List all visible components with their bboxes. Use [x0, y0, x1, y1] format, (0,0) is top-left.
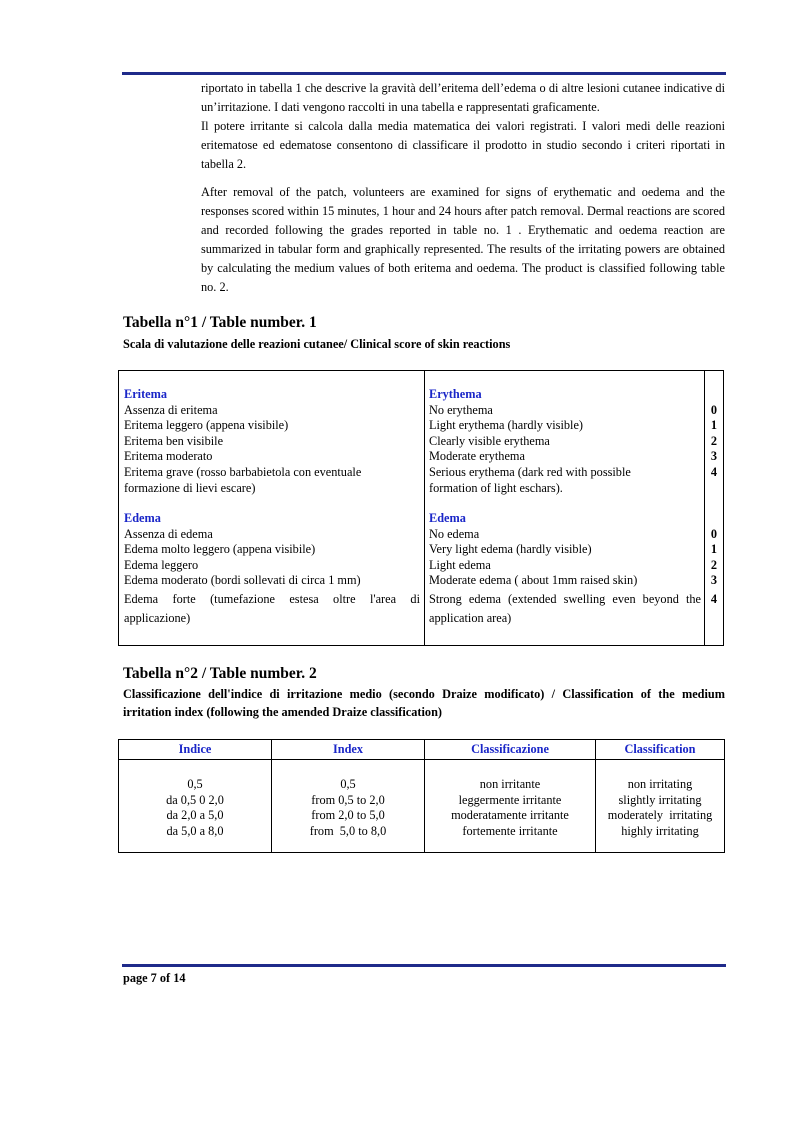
score-cell: 1 [710, 542, 718, 556]
table-cell: from 0,5 to 2,0 [311, 792, 385, 807]
indice-column [119, 777, 271, 839]
eritema-header: Eritema [124, 387, 168, 401]
column-header-classification: Classification [624, 742, 696, 756]
score-cell: 3 [710, 449, 718, 463]
table-cell: da 2,0 a 5,0 [166, 808, 224, 822]
irritation-index-table [118, 739, 725, 853]
footer-rule [122, 964, 726, 967]
column-header-index: Index [332, 742, 364, 756]
table-cell: slightly irritating [618, 792, 702, 807]
italian-text-block [201, 79, 725, 174]
score-cell: 3 [710, 573, 718, 587]
table-cell: highly irritating [621, 823, 699, 838]
it-paragraph-2: Il potere irritante si calcola dalla media matematica dei valori registrati. I valori medi delle reazioni eritematose ed edematose consentono di classificare il prodotto in studio secondo i criteri riportati in tabella 2. [201, 119, 725, 171]
table-cell: leggermente irritante [458, 792, 562, 807]
table-cell-en: No edema [429, 527, 480, 541]
table-cell-it: Edema molto leggero (appena visibile) [124, 542, 316, 556]
score-cell: 0 [710, 403, 718, 417]
edema-header-en: Edema [429, 511, 466, 525]
table-cell-it: Eritema leggero (appena visibile) [124, 418, 289, 432]
classificazione-column [425, 777, 595, 839]
table-cell-it: Edema moderato (bordi sollevati di circa 1 mm) [124, 573, 361, 587]
table-cell: moderately irritating [607, 808, 713, 822]
score-cell: 4 [710, 465, 718, 479]
edema-header-it: Edema [124, 511, 161, 525]
table-cell-en: Strong edema (extended swelling even beyond the application area) [429, 592, 701, 625]
table-cell-en: Moderate edema ( about 1mm raised skin) [429, 573, 638, 587]
table2-header-divider [119, 759, 724, 760]
table2-title: Tabella n°2 / Table number. 2 [123, 665, 317, 682]
table-cell-en: Clearly visible erythema [429, 434, 550, 448]
table-cell: da 5,0 a 8,0 [166, 823, 224, 838]
table1-title: Tabella n°1 / Table number. 1 [123, 314, 317, 331]
table1-column-divider [704, 371, 705, 645]
table-cell-en: Very light edema (hardly visible) [429, 542, 592, 556]
table-cell: fortemente irritante [462, 823, 558, 838]
table-cell: 0,5 [340, 777, 356, 791]
table-cell: from 2,0 to 5,0 [311, 808, 385, 822]
skin-reaction-score-table [118, 370, 724, 646]
column-header-indice: Indice [178, 742, 212, 756]
table-cell-it: Edema leggero [124, 558, 199, 572]
table2-subtitle: Classificazione dell'indice di irritazione medio (secondo Draize modificato) / Classification of the medium irritation index (following the amended Draize classification) [123, 687, 725, 719]
table-cell: from 5,0 to 8,0 [309, 823, 387, 838]
table-cell: 0,5 [187, 777, 203, 791]
score-cell: 2 [710, 434, 718, 448]
table-cell-it: Edema forte (tumefazione estesa oltre l'area di applicazione) [124, 592, 420, 625]
index-column [272, 777, 424, 839]
header-rule [122, 72, 726, 75]
table-cell-en: Serious erythema (dark red with possible formation of light eschars). [429, 465, 631, 495]
table1-column-divider [424, 371, 425, 645]
score-cell: 0 [710, 527, 718, 541]
table-cell-en: No erythema [429, 403, 493, 417]
table-cell: da 0,5 0 2,0 [166, 792, 224, 807]
it-paragraph-1: riportato in tabella 1 che descrive la gravità dell’eritema dell’edema o di altre lesioni cutanee indicative di un’irritazione. I dati vengono raccolti in una tabella e rappresentati graficamente. [201, 81, 725, 114]
score-cell: 2 [710, 558, 718, 572]
score-cell: 1 [710, 418, 718, 432]
table-cell-it: Eritema moderato [124, 449, 213, 463]
table-cell-it: Eritema ben visibile [124, 434, 224, 448]
table1-subtitle: Scala di valutazione delle reazioni cutanee/ Clinical score of skin reactions [123, 337, 511, 351]
table-cell-it: Assenza di eritema [124, 403, 218, 417]
score-cell: 4 [710, 592, 718, 606]
table-cell-it: Eritema grave (rosso barbabietola con eventuale formazione di lievi escare) [124, 465, 362, 495]
table-cell-en: Light edema [429, 558, 491, 572]
en-paragraph: After removal of the patch, volunteers are examined for signs of erythematic and oedema and the responses scored within 15 minutes, 1 hour and 24 hours after patch removal. Dermal reactions are scored and recorded following the grades reported in table no. 1 . Erythematic and oedema reaction are summarized in tabular form and graphically represented. The results of the irritating powers are obtained by calculating the medium values of both eritema and oedema. The product is classified following table no. 2. [201, 185, 725, 294]
erythema-header: Erythema [429, 387, 482, 401]
table-cell-en: Moderate erythema [429, 449, 525, 463]
table-cell: moderatamente irritante [451, 808, 569, 822]
table-cell: non irritating [627, 777, 693, 791]
classification-column [596, 777, 724, 839]
english-text-block [201, 183, 725, 297]
column-header-classificazione: Classificazione [471, 742, 549, 756]
table-cell-it: Assenza di edema [124, 527, 213, 541]
table-cell: non irritante [479, 777, 541, 791]
page-number: page 7 of 14 [123, 971, 186, 985]
table-cell-en: Light erythema (hardly visible) [429, 418, 584, 432]
